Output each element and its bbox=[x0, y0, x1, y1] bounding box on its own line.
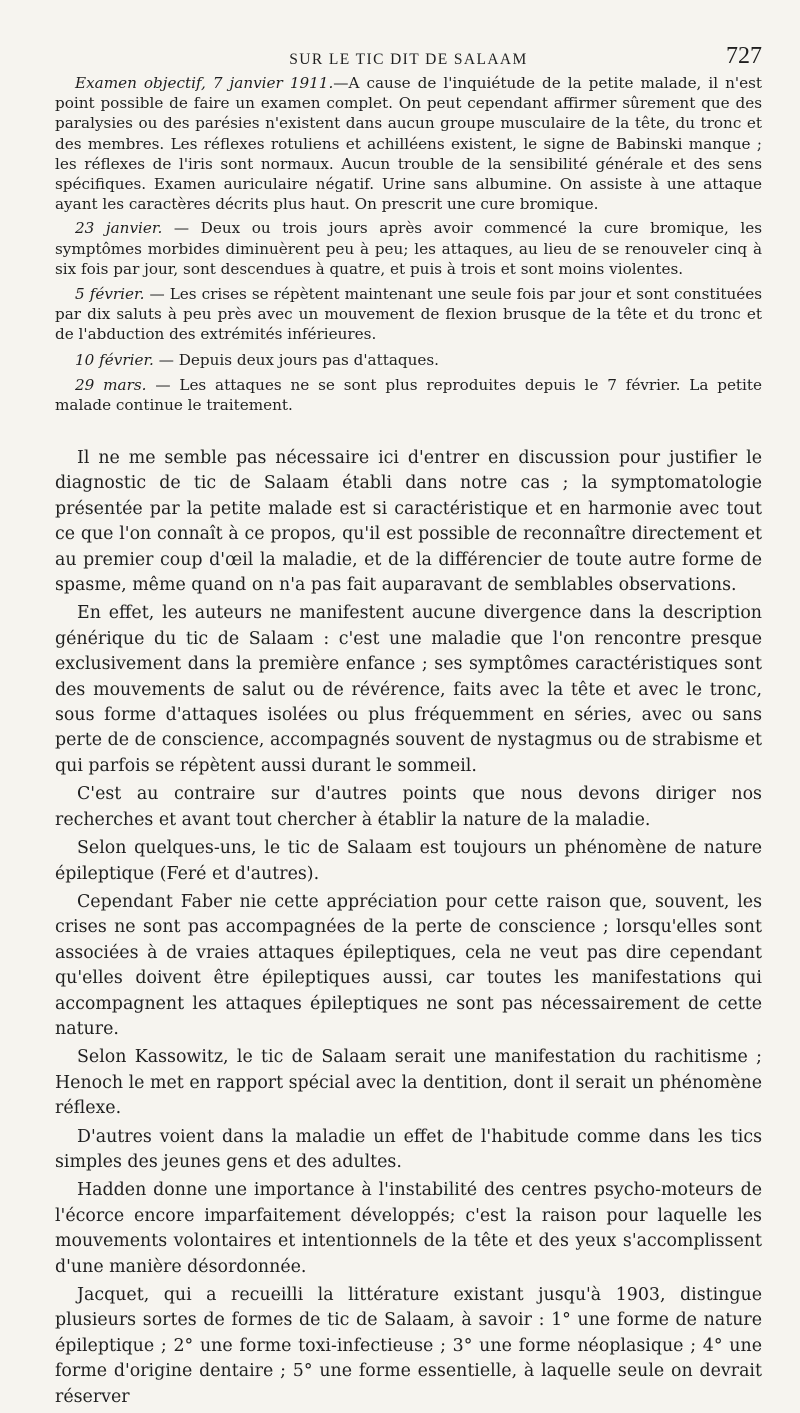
note-text: — Deux ou trois jours après avoir commencé la cure bromique, les symptômes morbides diminuèrent peu à peu; les attaques, au lieu de se renouveler cinq à six fois par jour, sont descendues à quatre, et puis à trois et sont moins violentes. bbox=[55, 219, 763, 278]
body-paragraph: Hadden donne une importance à l'instabilité des centres psycho-moteurs de l'écorce encore imparfaitement développés; c'est la raison pour laquelle les mouvements volontaires et intentionnels de la tête et des yeux s'accomplissent d'une manière désordonnée. bbox=[55, 1180, 762, 1277]
case-notes bbox=[55, 73, 762, 420]
body-paragraph: Selon Kassowitz, le tic de Salaam serait une manifestation du rachitisme ; Henoch le met en rapport spécial avec la dentition, dont il serait un phénomène réflexe. bbox=[55, 1047, 762, 1119]
note-text: —A cause de l'inquiétude de la petite malade, il n'est point possible de faire un examen complet. On peut cependant affirmer sûrement que des paralysies ou des parésies n'existent dans aucun groupe musculaire de la tête, du tronc et des membres. Les réflexes rotuliens et achilléens existent, le signe de Babinski manque ; les réflexes de l'iris sont normaux. Aucun trouble de la sensibilité générale et des sens spécifiques. Examen auriculaire négatif. Urine sans albumine. On assiste à une attaque ayant les caractères décrits plus haut. On prescrit une cure bromique. bbox=[55, 74, 762, 214]
case-note bbox=[55, 73, 762, 214]
page-header bbox=[55, 43, 762, 77]
body-paragraph: En effet, les auteurs ne manifestent aucune divergence dans la description générique du tic de Salaam : c'est une maladie que l'on rencontre presque exclusivement dans la première enfance ; ses symptômes caractéristiques sont des mouvements de salut ou de révérence, faits avec la tête et avec le tronc, sous forme d'attaques isolées ou plus fréquemment en séries, avec ou sans perte de de conscience, accompagnés souvent de nystagmus ou de strabisme et qui parfois se répètent aussi durant le sommeil. bbox=[55, 603, 762, 776]
note-text: — Depuis deux jours pas d'attaques. bbox=[153, 350, 439, 369]
body-text bbox=[55, 446, 762, 1413]
note-date: 23 janvier. bbox=[75, 219, 163, 238]
case-note bbox=[55, 218, 762, 279]
case-note bbox=[55, 284, 762, 345]
case-note bbox=[55, 375, 762, 415]
body-paragraph: Il ne me semble pas nécessaire ici d'entrer en discussion pour justifier le diagnostic de tic de Salaam établi dans notre cas ; la symptomatologie présentée par la petite malade est si caractéristique et en harmonie avec tout ce que l'on connaît à ce propos, qu'il est possible de reconnaître directement et au premier coup d'œil la maladie, et de la différencier de toute autre forme de spasme, même quand on n'a pas fait auparavant de semblables observations. bbox=[55, 448, 762, 596]
note-date: 29 mars. bbox=[75, 375, 147, 394]
page-number: 727 bbox=[726, 43, 762, 69]
note-text: — Les attaques ne se sont plus reproduites depuis le 7 février. La petite malade continue le traitement. bbox=[55, 375, 762, 415]
note-date: Examen objectif, 7 janvier 1911. bbox=[75, 74, 334, 92]
running-title: SUR LE TIC DIT DE SALAAM bbox=[289, 51, 528, 68]
note-date: 5 février. bbox=[75, 285, 145, 304]
body-paragraph: C'est au contraire sur d'autres points que nous devons diriger nos recherches et avant tout chercher à établir la nature de la maladie. bbox=[55, 784, 762, 830]
note-date: 10 février. bbox=[75, 350, 154, 369]
body-paragraph: Selon quelques-uns, le tic de Salaam est toujours un phénomène de nature épileptique (Feré et d'autres). bbox=[55, 838, 762, 884]
body-paragraph: Jacquet, qui a recueilli la littérature existant jusqu'à 1903, distingue plusieurs sortes de formes de tic de Salaam, à savoir : 1° une forme de nature épileptique ; 2° une forme toxi-infectieuse ; 3° une forme néoplasique ; 4° une forme d'origine dentaire ; 5° une forme essentielle, à laquelle seule on devrait réserver bbox=[55, 1285, 762, 1407]
note-text: — Les crises se répètent maintenant une seule fois par jour et sont constituées par dix saluts à peu près avec un mouvement de flexion brusque de la tête et du tronc et de l'abduction des extrémités inférieures. bbox=[55, 285, 762, 344]
body-paragraph: D'autres voient dans la maladie un effet de l'habitude comme dans les tics simples des jeunes gens et des adultes. bbox=[55, 1126, 762, 1172]
case-note bbox=[55, 350, 762, 370]
body-paragraph: Cependant Faber nie cette appréciation pour cette raison que, souvent, les crises ne sont pas accompagnées de la perte de conscience ; lorsqu'elles sont associées à de vraies attaques épileptiques, cela ne veut pas dire cependant qu'elles doivent être épileptiques aussi, car toutes les manifestations qui accompagnent les attaques épileptiques ne sont pas nécessairement de cette nature. bbox=[55, 891, 762, 1039]
